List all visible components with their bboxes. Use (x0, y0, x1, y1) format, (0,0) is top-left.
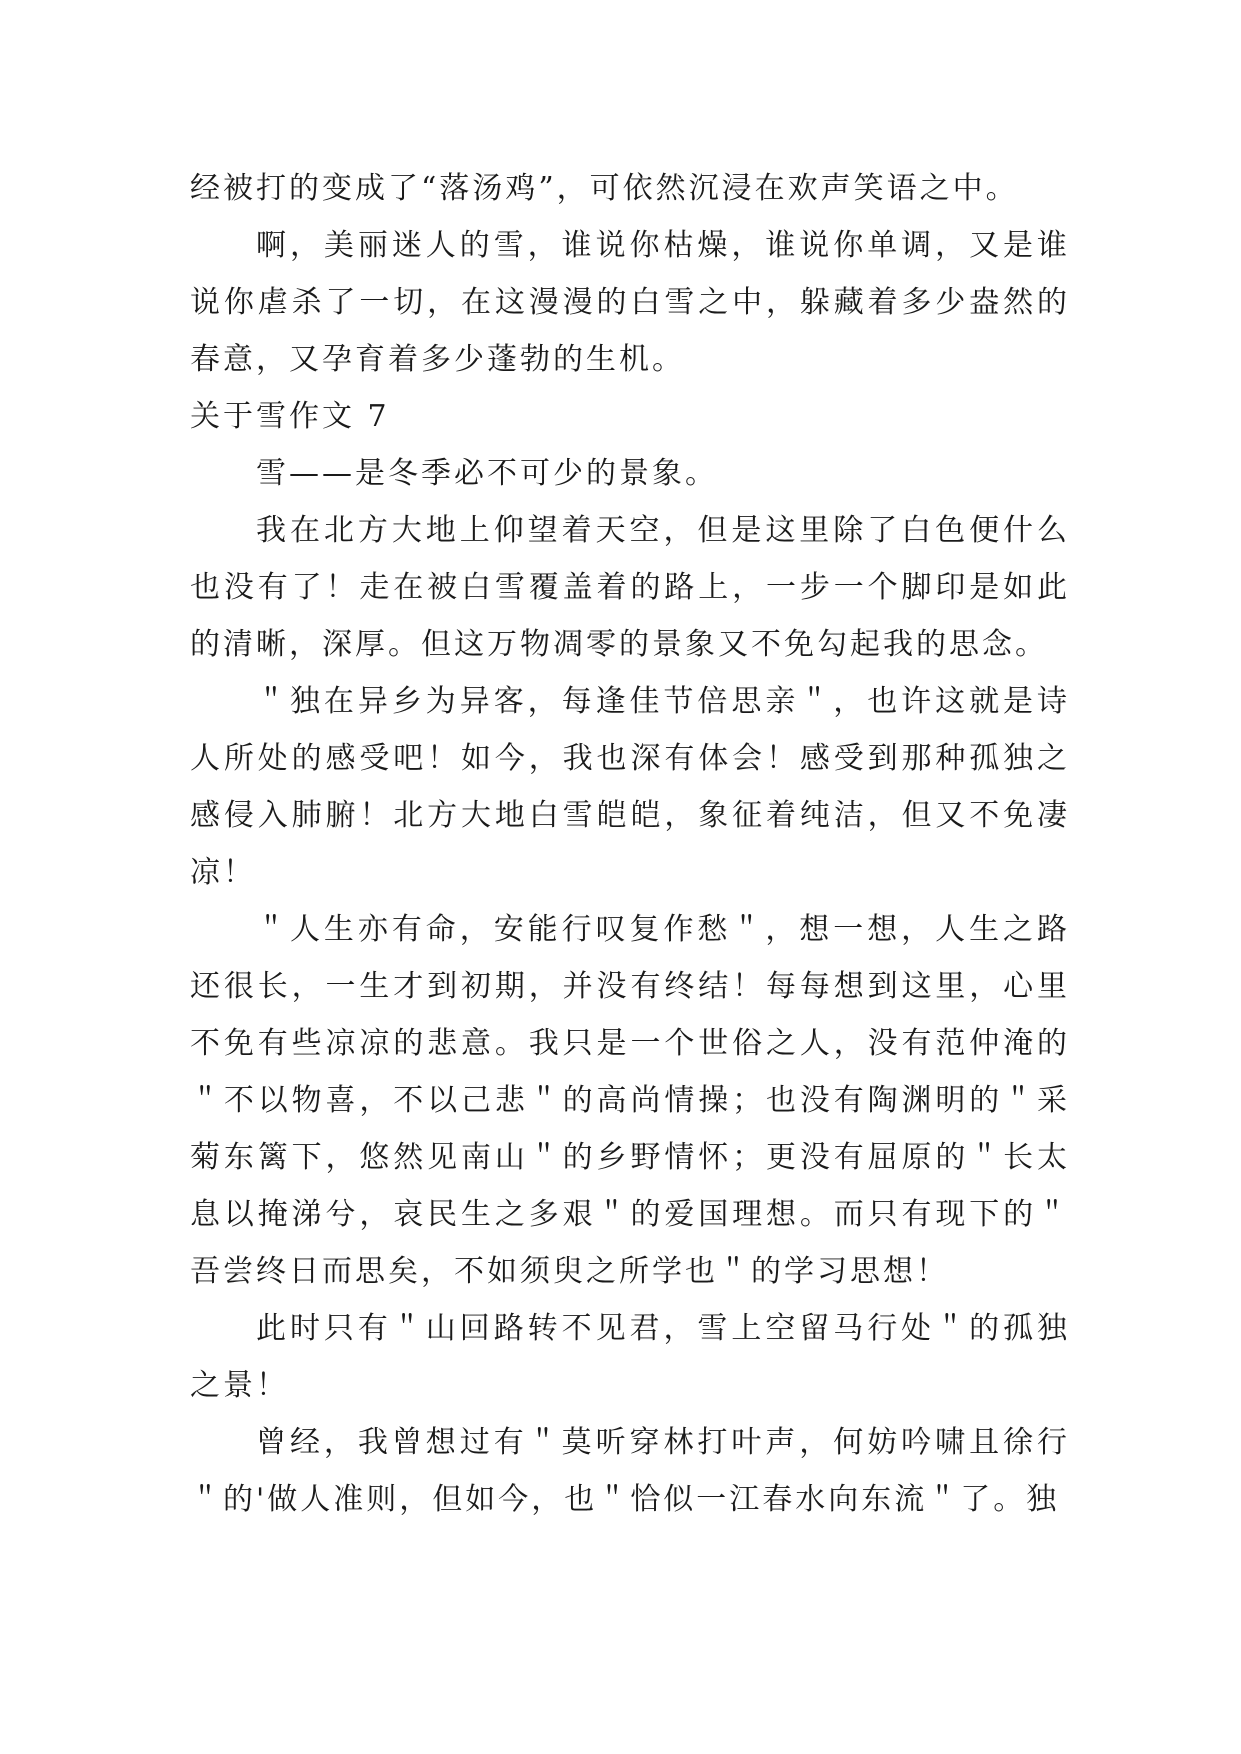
paragraph-4: ＂人生亦有命，安能行叹复作愁＂，想一想，人生之路还很长，一生才到初期，并没有终结！每每想到这里，心里不免有些凉凉的悲意。我只是一个世俗之人，没有范仲淹的＂不以物喜，不以己悲＂的高尚情操；也没有陶渊明的＂采菊东篱下，悠然见南山＂的乡野情怀；更没有屈原的＂长太息以掩涕兮，哀民生之多艰＂的爱国理想。而只有现下的＂吾尝终日而思矣，不如须臾之所学也＂的学习思想！ (190, 912, 1070, 1289)
paragraph-6: 曾经，我曾想过有＂莫听穿林打叶声，何妨吟啸且徐行＂的'做人准则，但如今，也＂恰似一江春水向东流＂了。独 (190, 1425, 1070, 1517)
paragraph-snow-praise: 啊，美丽迷人的雪，谁说你枯燥，谁说你单调，又是谁说你虐杀了一切，在这漫漫的白雪之中，躲藏着多少盎然的春意，又孕育着多少蓬勃的生机。 (190, 228, 1070, 377)
paragraph-2: 我在北方大地上仰望着天空，但是这里除了白色便什么也没有了！走在被白雪覆盖着的路上，一步一个脚印是如此的清晰，深厚。但这万物凋零的景象又不免勾起我的思念。 (190, 513, 1070, 662)
paragraph-5: 此时只有＂山回路转不见君，雪上空留马行处＂的孤独之景！ (190, 1311, 1070, 1403)
paragraph-3: ＂独在异乡为异客，每逢佳节倍思亲＂，也许这就是诗人所处的感受吧！如今，我也深有体会！感受到那种孤独之感侵入肺腑！北方大地白雪皑皑，象征着纯洁，但又不免凄凉！ (190, 684, 1070, 890)
paragraph-1: 雪——是冬季必不可少的景象。 (256, 456, 718, 491)
paragraph-continuation: 经被打的变成了“落汤鸡”，可依然沉浸在欢声笑语之中。 (190, 171, 1019, 206)
section-heading: 关于雪作文 7 (190, 399, 390, 434)
document-body (190, 160, 1070, 1528)
